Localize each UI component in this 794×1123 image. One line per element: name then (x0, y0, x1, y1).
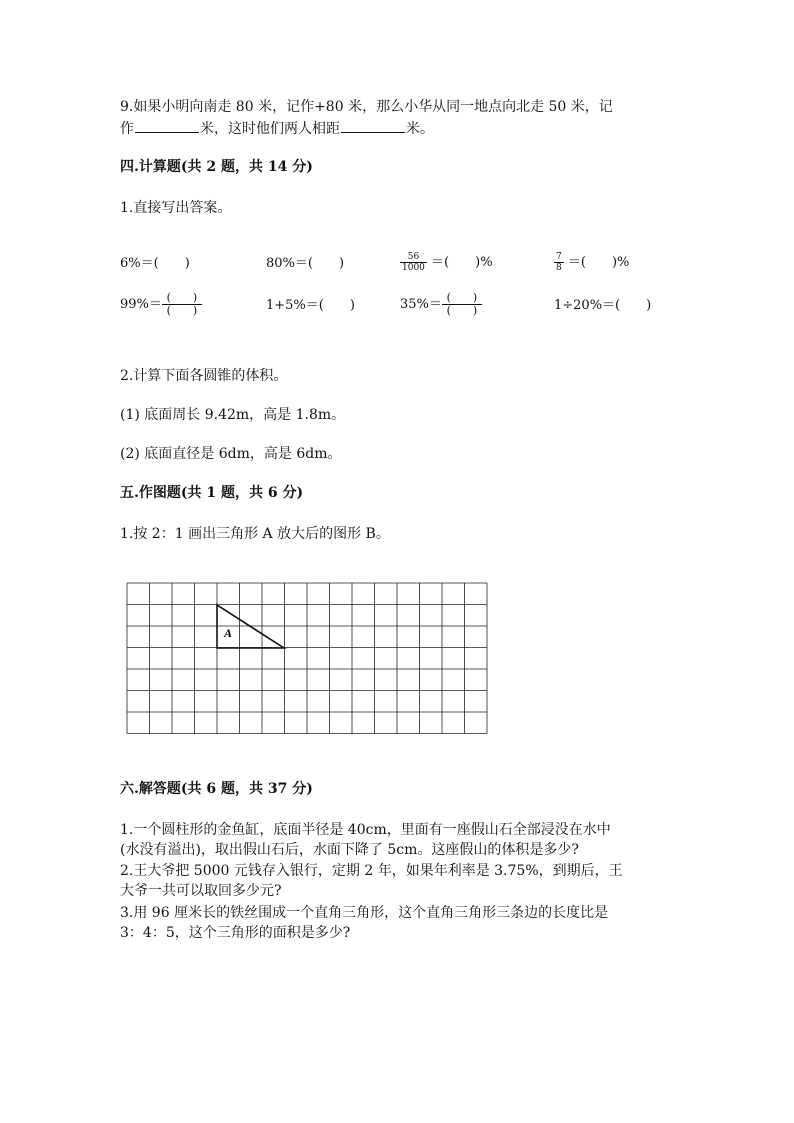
calc-99-head: 99%＝ (120, 297, 162, 312)
section6-q1-line1: 1.一个圆柱形的金鱼缸，底面半径是 40cm，里面有一座假山石全部浸没在水中 (120, 822, 611, 838)
drawing-grid[interactable] (126, 582, 490, 736)
q9-line2 (120, 119, 434, 139)
calc-80-percent: 80%＝( ) (266, 256, 345, 271)
section6-q2-line1: 2.王大爷把 5000 元钱存入银行，定期 2 年，如果年利率是 3.75%，到期后，王 (120, 863, 623, 879)
section5-heading: 五.作图题(共 1 题，共 6 分) (120, 485, 304, 501)
section4-heading: 四.计算题(共 2 题，共 14 分) (120, 159, 313, 175)
q9-text-b: 米，这时他们两人相距 (200, 121, 340, 137)
answer-blank-2[interactable] (341, 120, 405, 133)
q9-text-c: 米。 (406, 121, 434, 137)
section6-q2-line2: 大爷一共可以取回多少元? (120, 883, 282, 899)
calc-56-over-1000 (400, 252, 493, 273)
section4-q2-2: (2) 底面直径是 6dm，高是 6dm。 (120, 446, 342, 462)
section6-q1-line2: (水没有溢出)，取出假山石后，水面下降了 5cm。这座假山的体积是多少? (120, 842, 579, 858)
calc-35-percent (400, 292, 482, 317)
section4-q2-1: (1) 底面周长 9.42m，高是 1.8m。 (120, 407, 346, 423)
calc-7-tail: ＝( )% (567, 255, 630, 270)
section4-q2: 2.计算下面各圆锥的体积。 (120, 368, 288, 384)
grid-lines (127, 583, 487, 734)
calc-56-tail: ＝( )% (431, 255, 493, 270)
section6-heading: 六.解答题(共 6 题，共 37 分) (120, 781, 313, 797)
calc-35-head: 35%＝ (400, 297, 442, 312)
calc-99-percent (120, 292, 202, 317)
fraction-56-1000: $\frac{56}{1000}$ (402, 252, 425, 273)
section6-q3-line2: 3：4：5，这个三角形的面积是多少? (120, 925, 351, 941)
calc-1-plus-5-percent: 1+5%＝( ) (266, 298, 355, 313)
q9-line1: 9.如果小明向南走 80 米，记作+80 米，那么小华从同一地点向北走 50 米，记 (120, 99, 613, 115)
section5-q1: 1.按 2：1 画出三角形 A 放大后的图形 B。 (120, 526, 390, 542)
calc-6-percent: 6%＝( ) (120, 256, 190, 271)
calc-7-over-8 (554, 252, 629, 273)
answer-blank-1[interactable] (135, 120, 199, 133)
section6-q3-line1: 3.用 96 厘米长的铁丝围成一个直角三角形，这个直角三角形三条边的长度比是 (120, 905, 609, 921)
fraction-7-8: $\frac{7}{8}$ (556, 252, 562, 273)
triangle-label: A (224, 626, 233, 640)
section4-q1: 1.直接写出答案。 (120, 200, 232, 216)
blank-fraction-99[interactable]: $\frac{( )}{( )}$ (162, 292, 202, 317)
blank-fraction-35[interactable]: $\frac{( )}{( )}$ (442, 292, 482, 317)
q9-text-a: 作 (120, 121, 134, 137)
calc-1-div-20-percent: 1÷20%＝( ) (554, 298, 652, 313)
